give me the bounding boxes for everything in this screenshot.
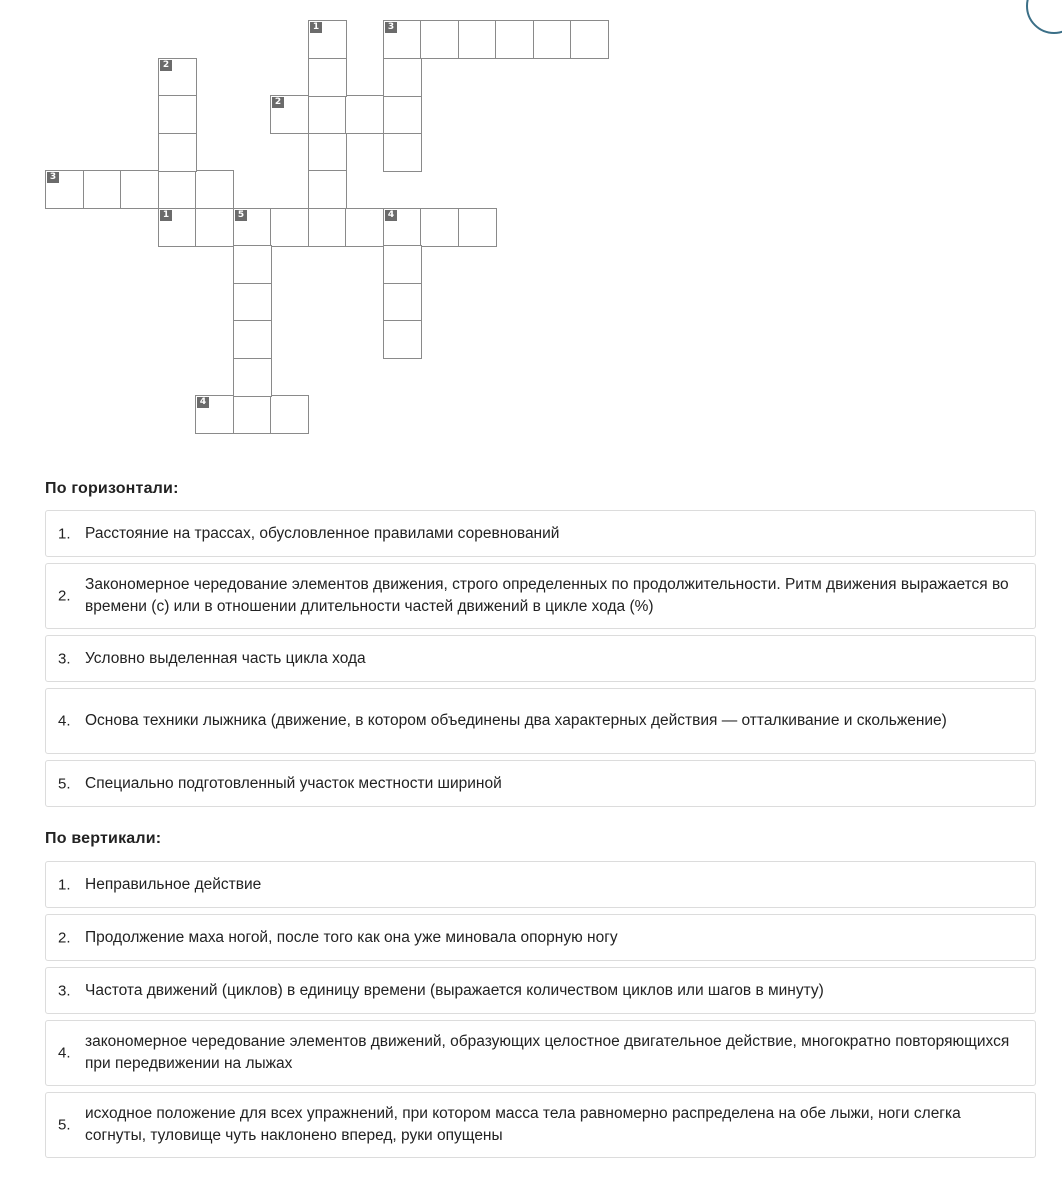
crossword-cell[interactable] bbox=[420, 208, 459, 247]
crossword-cell[interactable] bbox=[195, 170, 234, 209]
down-clue-5 bbox=[45, 1092, 1036, 1158]
crossword-cell[interactable] bbox=[270, 395, 309, 434]
clue-number-label: 4 bbox=[197, 397, 209, 408]
clue-number: 4. bbox=[58, 1044, 71, 1062]
crossword-cell[interactable] bbox=[308, 170, 347, 209]
clue-number: 1. bbox=[58, 876, 71, 893]
down-clue-4 bbox=[45, 1020, 1036, 1086]
down-title: По вертикали: bbox=[45, 830, 162, 847]
clue-text: Закономерное чередование элементов движения, строго определенных по продолжительности. Ритм движения выражается во времени (с) или в отношении длительности частей движений в цикле хода (%) bbox=[85, 576, 1009, 615]
crossword-cell[interactable] bbox=[420, 20, 459, 59]
crossword-cell[interactable] bbox=[158, 95, 197, 134]
clue-number: 3. bbox=[58, 650, 71, 667]
across-title: По горизонтали: bbox=[45, 480, 179, 497]
clue-number: 4. bbox=[58, 712, 71, 730]
crossword-cell[interactable] bbox=[195, 395, 234, 434]
crossword-cell[interactable] bbox=[458, 20, 497, 59]
across-clue-4 bbox=[45, 688, 1036, 754]
crossword-cell[interactable] bbox=[83, 170, 122, 209]
clue-text: Специально подготовленный участок местности шириной bbox=[85, 774, 502, 792]
clue-text: Частота движений (циклов) в единицу времени (выражается количеством циклов или шагов в минуту) bbox=[85, 981, 824, 999]
clue-number-label: 3 bbox=[47, 172, 59, 183]
crossword-cell[interactable] bbox=[308, 133, 347, 172]
clue-number: 1. bbox=[58, 525, 71, 542]
clue-text: исходное положение для всех упражнений, при котором масса тела равномерно распределена на обе лыжи, ноги слегка согнуты, туловище чуть наклонено вперед, руки опущены bbox=[85, 1105, 961, 1144]
crossword-cell[interactable] bbox=[233, 245, 272, 284]
crossword-cell[interactable] bbox=[270, 208, 309, 247]
crossword-cell[interactable] bbox=[233, 208, 272, 247]
clue-number-label: 4 bbox=[385, 210, 397, 221]
crossword-cell[interactable] bbox=[308, 20, 347, 59]
clue-number: 3. bbox=[58, 982, 71, 999]
across-clue-2 bbox=[45, 563, 1036, 629]
crossword-cell[interactable] bbox=[383, 283, 422, 322]
crossword-cell[interactable] bbox=[308, 95, 347, 134]
crossword-cell[interactable] bbox=[458, 208, 497, 247]
clue-text: Неправильное действие bbox=[85, 875, 262, 893]
crossword-cell[interactable] bbox=[383, 208, 422, 247]
clue-number-label: 2 bbox=[160, 60, 172, 71]
crossword-cell[interactable] bbox=[195, 208, 234, 247]
crossword-cell[interactable] bbox=[158, 170, 197, 209]
clue-number: 2. bbox=[58, 587, 71, 605]
clue-number-label: 3 bbox=[385, 22, 397, 33]
crossword-cell[interactable] bbox=[158, 58, 197, 97]
clue-text: Продолжение маха ногой, после того как она уже миновала опорную ногу bbox=[85, 928, 618, 946]
crossword-cell[interactable] bbox=[383, 245, 422, 284]
crossword-cell[interactable] bbox=[345, 95, 384, 134]
crossword-cell[interactable] bbox=[158, 133, 197, 172]
clue-text: Условно выделенная часть цикла хода bbox=[85, 649, 366, 667]
clue-text: Основа техники лыжника (движение, в котором объединены два характерных действия — отталкивание и скольжение) bbox=[85, 712, 947, 729]
clue-number-label: 2 bbox=[272, 97, 284, 108]
crossword-cell[interactable] bbox=[345, 208, 384, 247]
down-clue-1 bbox=[45, 861, 1036, 908]
crossword-cell[interactable] bbox=[383, 95, 422, 134]
crossword-cell[interactable] bbox=[383, 58, 422, 97]
crossword-cell[interactable] bbox=[533, 20, 572, 59]
crossword-cell[interactable] bbox=[383, 20, 422, 59]
crossword-grid bbox=[0, 0, 640, 450]
crossword-cell[interactable] bbox=[233, 283, 272, 322]
clue-number: 5. bbox=[58, 775, 71, 792]
crossword-cell[interactable] bbox=[120, 170, 159, 209]
across-clue-5 bbox=[45, 760, 1036, 807]
crossword-cell[interactable] bbox=[308, 208, 347, 247]
across-clue-1 bbox=[45, 510, 1036, 557]
down-clue-2 bbox=[45, 914, 1036, 961]
down-clue-3 bbox=[45, 967, 1036, 1014]
crossword-cell[interactable] bbox=[233, 358, 272, 397]
clue-number-label: 5 bbox=[235, 210, 247, 221]
crossword-cell[interactable] bbox=[383, 133, 422, 172]
clue-number: 2. bbox=[58, 929, 71, 946]
clue-number-label: 1 bbox=[310, 22, 322, 33]
corner-decoration bbox=[1026, 0, 1062, 34]
crossword-cell[interactable] bbox=[308, 58, 347, 97]
crossword-cell[interactable] bbox=[270, 95, 309, 134]
crossword-cell[interactable] bbox=[45, 170, 84, 209]
clue-number: 5. bbox=[58, 1116, 71, 1134]
crossword-cell[interactable] bbox=[233, 395, 272, 434]
clue-number-label: 1 bbox=[160, 210, 172, 221]
clue-text: Расстояние на трассах, обусловленное правилами соревнований bbox=[85, 524, 560, 542]
clue-text: закономерное чередование элементов движений, образующих целостное двигательное действие, многократно повторяющихся при передвижении на лыжах bbox=[85, 1033, 1010, 1072]
crossword-cell[interactable] bbox=[495, 20, 534, 59]
crossword-cell[interactable] bbox=[233, 320, 272, 359]
across-clue-3 bbox=[45, 635, 1036, 682]
crossword-cell[interactable] bbox=[158, 208, 197, 247]
crossword-cell[interactable] bbox=[570, 20, 609, 59]
crossword-cell[interactable] bbox=[383, 320, 422, 359]
